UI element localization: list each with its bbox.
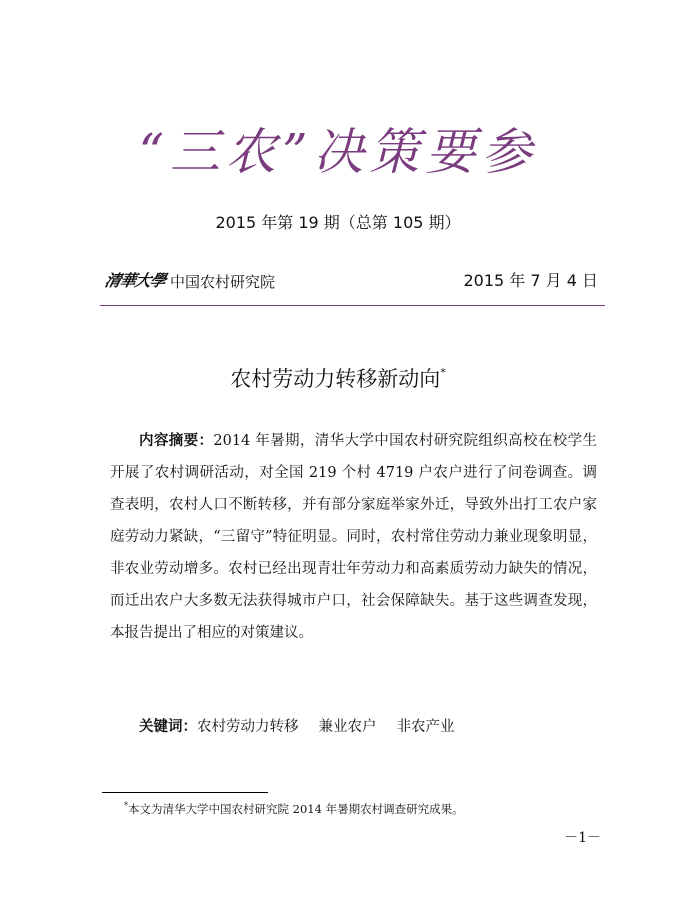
issue-line: 2015 年第 19 期（总第 105 期）	[215, 213, 461, 232]
footnote-divider	[102, 792, 268, 793]
university-logo: 清華大學	[103, 271, 168, 290]
footnote-marker: *	[440, 366, 446, 379]
abstract-label: 内容摘要：	[139, 433, 214, 449]
keyword: 非农产业	[396, 719, 455, 735]
abstract-paragraph	[110, 425, 597, 649]
keywords-label: 关键词：	[139, 719, 197, 735]
footnote	[124, 796, 464, 819]
keywords-line	[110, 712, 455, 742]
keyword: 农村劳动力转移	[197, 719, 299, 735]
footnote-marker: *	[124, 801, 128, 810]
masthead-title: “三农”决策要参	[138, 123, 538, 181]
keyword: 兼业农户	[318, 719, 377, 735]
article-title	[0, 358, 676, 394]
research-center-name: 中国农村研究院	[170, 273, 276, 291]
publication-date: 2015 年 7 月 4 日	[463, 271, 598, 290]
header-divider	[100, 305, 605, 306]
footnote-text: 本文为清华大学中国农村研究院 2014 年暑期农村调查研究成果。	[128, 802, 464, 816]
abstract-text: 2014 年暑期，清华大学中国农村研究院组织高校在校学生开展了农村调研活动，对全国 219 个村 4719 户农户进行了问卷调查。调查表明，农村人口不断转移，并有部分家庭举家外迁，导致外出打工农户家庭劳动力紧缺，“三留守”特征明显。同时，农村常住劳动力兼业现象明显，非农业劳动增多。农村已经出现青壮年劳动力和高素质劳动力缺失的情况，而迁出农户大多数无法获得城市户口，社会保障缺失。基于这些调查发现，本报告提出了相应的对策建议。	[110, 433, 597, 641]
article-title-text: 农村劳动力转移新动向	[230, 367, 441, 391]
page-number: －1－	[564, 830, 601, 846]
